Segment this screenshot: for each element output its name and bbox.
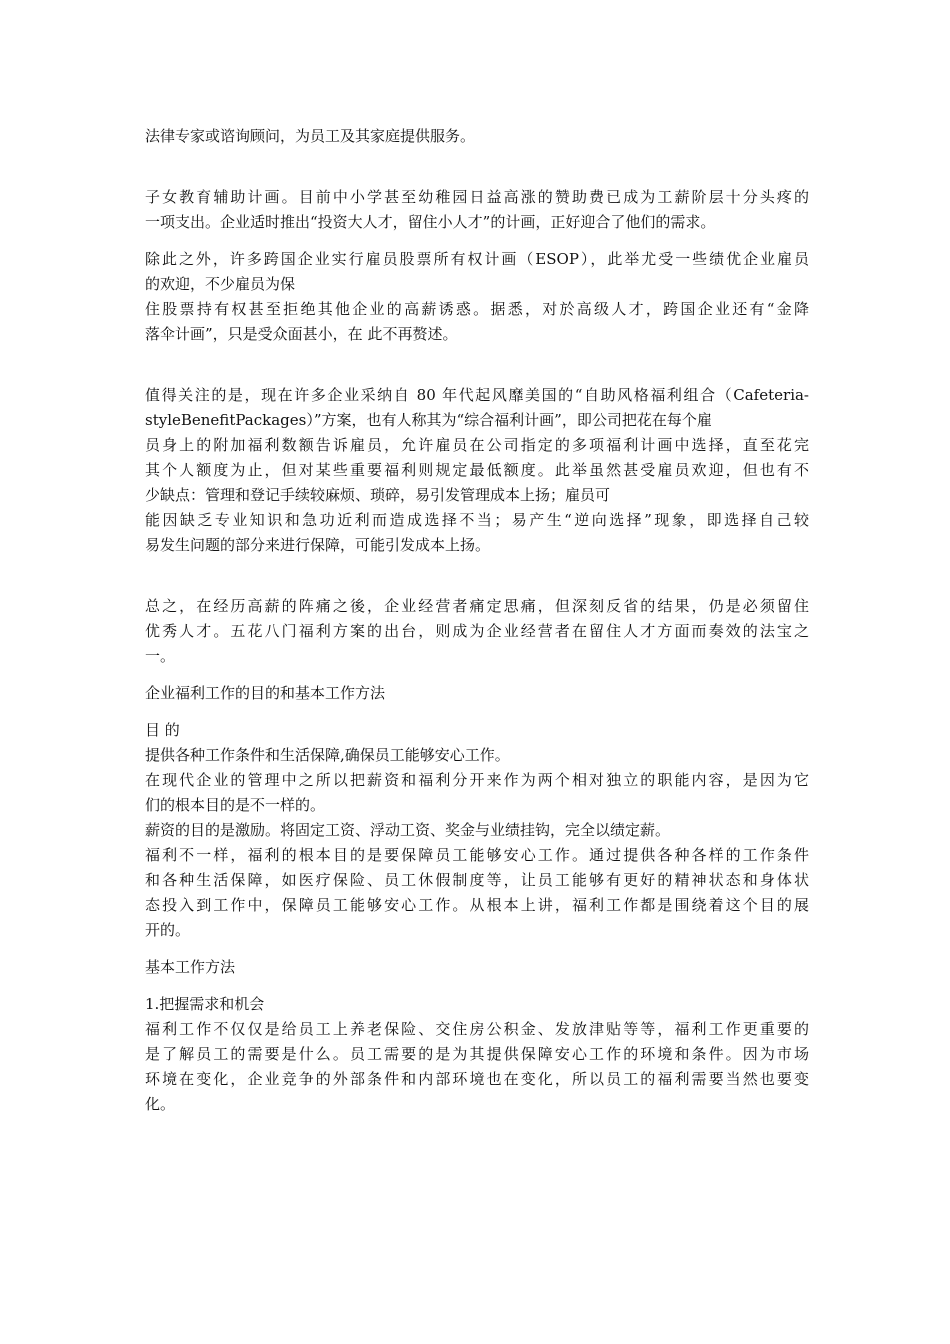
text-line: 化。 — [145, 1095, 176, 1113]
text-line: 一。 — [145, 647, 176, 665]
text-line: 是了解员工的需要是什么。员工需要的是为其提供保障安心工作的环境和条件。因为市场 — [145, 1045, 809, 1063]
text-line: 优秀人才。五花八门福利方案的出台，则成为企业经营者在留住人才方面而奏效的法宝之 — [145, 622, 809, 640]
section-heading-basic-methods — [145, 955, 809, 980]
text-line: 能因缺乏专业知识和急功近利而造成选择不当；易产生“逆向选择”现象，即选择自己较 — [145, 511, 809, 529]
text-line: 其个人额度为止，但对某些重要福利则规定最低额度。此举虽然甚受雇员欢迎，但也有不 — [145, 461, 809, 479]
paragraph-grasp-needs — [145, 992, 809, 1117]
paragraph-purpose — [145, 718, 809, 943]
text-line: 薪资的目的是激励。将固定工资、浮动工资、奖金与业绩挂钩，完全以绩定薪。 — [145, 821, 671, 839]
text-line: 少缺点：管理和登记手续较麻烦、琐碎，易引发管理成本上扬；雇员可 — [145, 486, 611, 504]
subheading-grasp-needs: 1.把握需求和机会 — [145, 995, 265, 1013]
text-line: 一项支出。企业适时推出“投资大人才，留住小人才”的计画，正好迎合了他们的需求。 — [145, 213, 716, 231]
section-heading: 基本工作方法 — [145, 958, 236, 976]
text-line: 员身上的附加福利数额告诉雇员，允许雇员在公司指定的多项福利计画中选择，直至花完 — [145, 436, 809, 454]
text-line: 子女教育辅助计画。目前中小学甚至幼稚园日益高涨的赞助费已成为工薪阶层十分头疼的 — [145, 188, 809, 206]
section-heading-welfare-purpose — [145, 681, 809, 706]
text-line: 和各种生活保障，如医疗保险、员工休假制度等，让员工能够有更好的精神状态和身体状 — [145, 871, 809, 889]
paragraph-esop — [145, 247, 809, 347]
subheading-purpose: 目 的 — [145, 721, 180, 739]
text-line: 环境在变化，企业竞争的外部条件和内部环境也在变化，所以员工的福利需要当然也要变 — [145, 1070, 809, 1088]
paragraph-cafeteria-benefits — [145, 383, 809, 558]
text-line: 值得关注的是，现在许多企业采纳自 80 年代起风靡美国的“自助风格福利组合（Cafeteria- — [145, 386, 809, 404]
text-line: 除此之外，许多跨国企业实行雇员股票所有权计画（ESOP），此举尤受一些绩优企业雇员 — [145, 250, 809, 268]
text-line: styleBenefitPackages）”方案，也有人称其为“综合福利计画”，即公司把花在每个雇 — [145, 411, 712, 429]
text-line: 法律专家或谘询顾问，为员工及其家庭提供服务。 — [145, 127, 476, 145]
paragraph-conclusion — [145, 594, 809, 669]
text-line: 易发生问题的部分来进行保障，可能引发成本上扬。 — [145, 536, 491, 554]
text-line: 落伞计画”，只是受众面甚小，在 此不再赘述。 — [145, 325, 458, 343]
text-line: 福利工作不仅仅是给员工上养老保险、交住房公积金、发放津贴等等，福利工作更重要的 — [145, 1020, 809, 1038]
text-line: 提供各种工作条件和生活保障,确保员工能够安心工作。 — [145, 746, 510, 764]
paragraph-child-education — [145, 185, 809, 235]
text-line: 住股票持有权甚至拒绝其他企业的高薪诱惑。据悉，对於高级人才，跨国企业还有“金降 — [145, 300, 809, 318]
text-line: 总之，在经历高薪的阵痛之後，企业经营者痛定思痛，但深刻反省的结果，仍是必须留住 — [145, 597, 809, 615]
text-line: 在现代企业的管理中之所以把薪资和福利分开来作为两个相对独立的职能内容，是因为它 — [145, 771, 809, 789]
text-line: 开的。 — [145, 921, 191, 939]
document-page — [145, 124, 809, 1117]
paragraph-legal-consultant — [145, 124, 809, 149]
text-line: 福利不一样，福利的根本目的是要保障员工能够安心工作。通过提供各种各样的工作条件 — [145, 846, 809, 864]
text-line: 的欢迎，不少雇员为保 — [145, 275, 296, 293]
section-heading: 企业福利工作的目的和基本工作方法 — [145, 684, 386, 702]
text-line: 们的根本目的是不一样的。 — [145, 796, 326, 814]
text-line: 态投入到工作中，保障员工能够安心工作。从根本上讲，福利工作都是围绕着这个目的展 — [145, 896, 809, 914]
